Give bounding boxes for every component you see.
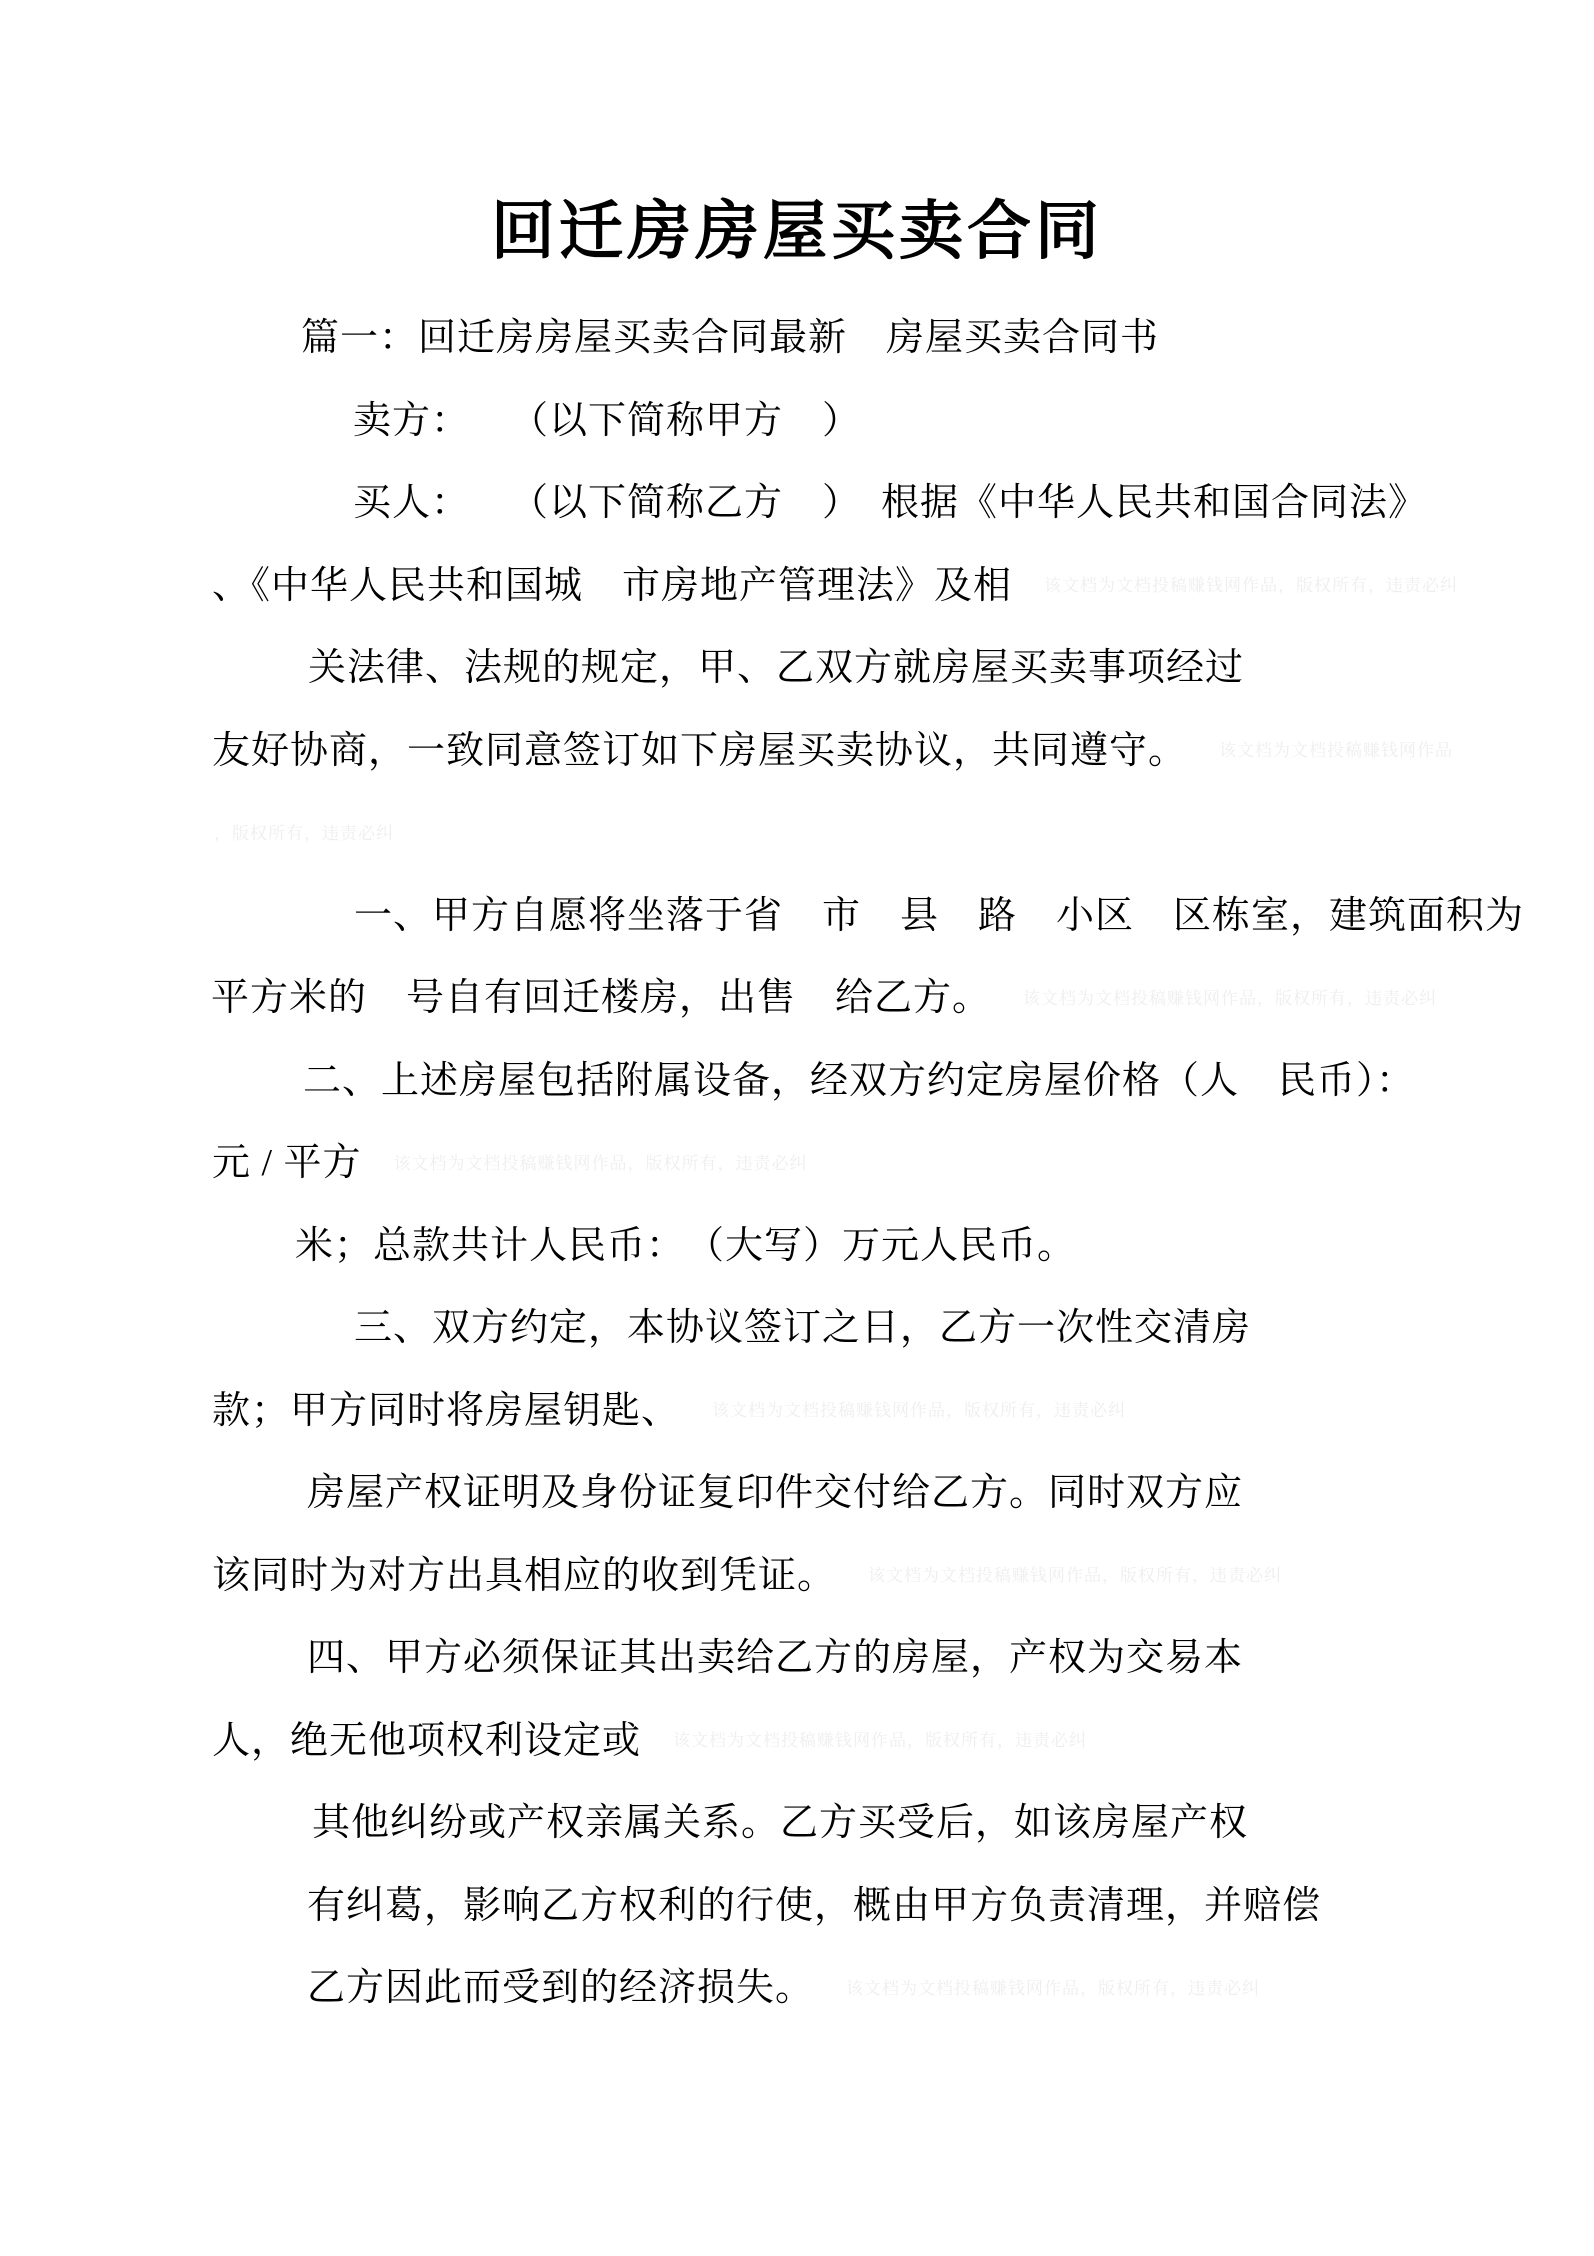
text-line <box>0 1617 1594 1700</box>
text-line <box>0 380 1594 463</box>
line-text: 卖方： （以下简称甲方 ） <box>353 399 862 442</box>
line-text: 一、甲方自愿将坐落于省 市 县 路 小区 区栋室，建筑面积为 <box>354 894 1525 937</box>
text-line <box>0 710 1594 793</box>
watermark-text: ，版权所有，违责必纠 <box>214 823 394 843</box>
watermark-text: 该文档为文档投稿赚钱网作品，版权所有，违责必纠 <box>1023 988 1438 1008</box>
text-line <box>0 1947 1594 2030</box>
line-text: 该同时为对方出具相应的收到凭证。 <box>212 1554 837 1597</box>
line-text: 二、上述房屋包括附属设备，经双方约定房屋价格（人 民币）： <box>303 1059 1416 1102</box>
text-line <box>0 1865 1594 1948</box>
text-line <box>0 1535 1594 1618</box>
watermark-text: 该文档为文档投稿赚钱网作品，版权所有，违责必纠 <box>673 1731 1088 1751</box>
line-text: 米；总款共计人民币： （大写）万元人民币。 <box>295 1224 1077 1267</box>
line-text: 关法律、法规的规定，甲、乙双方就房屋买卖事项经过 <box>308 647 1245 690</box>
text-line <box>0 957 1594 1040</box>
line-text: 买人： （以下简称乙方 ） 根据《中华人民共和国合同法》 <box>353 482 1428 525</box>
text-line <box>0 297 1594 380</box>
line-text: 元 / 平方 <box>212 1142 362 1185</box>
line-text: 款；甲方同时将房屋钥匙、 <box>212 1389 681 1432</box>
line-text: 人，绝无他项权利设定或 <box>212 1719 642 1762</box>
watermark-text: 该文档为文档投稿赚钱网作品，版权所有，违责必纠 <box>868 1566 1283 1586</box>
watermark-text: 该文档为文档投稿赚钱网作品，版权所有，违责必纠 <box>393 1153 808 1173</box>
text-line <box>0 1452 1594 1535</box>
line-text: 四、甲方必须保证其出卖给乙方的房屋，产权为交易本 <box>307 1637 1244 1680</box>
text-line <box>0 462 1594 545</box>
text-line <box>0 1205 1594 1288</box>
watermark-text: 该文档为文档投稿赚钱网作品，版权所有，违责必纠 <box>846 1978 1261 1998</box>
text-line <box>0 1370 1594 1453</box>
line-text: 其他纠纷或产权亲属关系。乙方买受后，如该房屋产权 <box>312 1802 1249 1845</box>
text-line <box>0 1287 1594 1370</box>
line-text: 乙方因此而受到的经济损失。 <box>307 1967 815 2010</box>
text-line <box>0 545 1594 628</box>
line-text: 平方米的 号自有回迁楼房，出售 给乙方。 <box>211 977 992 1020</box>
text-line <box>0 627 1594 710</box>
text-line <box>0 1782 1594 1865</box>
line-text: 三、双方约定，本协议签订之日，乙方一次性交清房 <box>354 1307 1252 1350</box>
line-text: 友好协商，一致同意签订如下房屋买卖协议，共同遵守。 <box>212 729 1188 772</box>
text-line <box>0 1700 1594 1783</box>
text-line <box>0 792 1594 875</box>
watermark-text: 该文档为文档投稿赚钱网作品，版权所有，违责必纠 <box>1044 576 1459 596</box>
text-line <box>0 875 1594 958</box>
line-text: 房屋产权证明及身份证复印件交付给乙方。同时双方应 <box>307 1472 1244 1515</box>
watermark-text: 该文档为文档投稿赚钱网作品 <box>1219 741 1454 761</box>
watermark-text: 该文档为文档投稿赚钱网作品，版权所有，违责必纠 <box>712 1401 1127 1421</box>
text-line <box>0 1040 1594 1123</box>
document-title: 回迁房房屋买卖合同 <box>491 195 1103 267</box>
line-text: 有纠葛，影响乙方权利的行使，概由甲方负责清理，并赔偿 <box>307 1884 1322 1927</box>
line-text: 、《中华人民共和国城 市房地产管理法》及相 <box>212 564 1013 607</box>
document-body <box>0 297 1594 2030</box>
line-text: 篇一：回迁房房屋买卖合同最新 房屋买卖合同书 <box>301 317 1160 360</box>
text-line <box>0 1122 1594 1205</box>
